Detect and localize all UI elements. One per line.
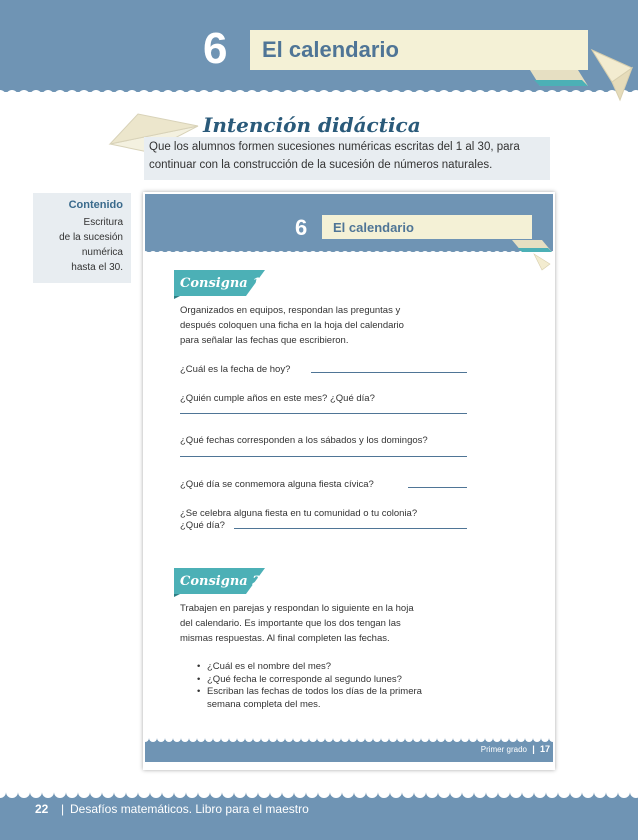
scallop-dot bbox=[429, 251, 437, 255]
question-date-today: ¿Cuál es la fecha de hoy? bbox=[180, 364, 291, 375]
scallop-dot bbox=[522, 90, 534, 96]
scallop-dot bbox=[245, 251, 253, 255]
answer-line[interactable] bbox=[180, 456, 467, 457]
scallop-dot bbox=[237, 251, 245, 255]
scallop-dot bbox=[78, 792, 90, 798]
instruction-line: después coloquen una ficha en la hoja del calendario bbox=[180, 320, 404, 331]
scallop-dot bbox=[221, 738, 229, 742]
scallop-dot bbox=[373, 738, 381, 742]
scallop-dot bbox=[366, 792, 378, 798]
scallop-dot bbox=[389, 738, 397, 742]
scallop-dot bbox=[282, 792, 294, 798]
paper-plane-icon bbox=[590, 48, 634, 103]
scallop-dot bbox=[570, 792, 582, 798]
scallop-dot bbox=[114, 90, 126, 96]
bullet-text: ¿Qué fecha le corresponde al segundo lunes? bbox=[207, 673, 402, 685]
scallop-dot bbox=[341, 738, 349, 742]
scallop-dot bbox=[54, 90, 66, 96]
scallop-dot bbox=[30, 90, 42, 96]
page-number: 22 bbox=[35, 802, 49, 816]
lesson-title: El calendario bbox=[262, 37, 399, 62]
scallop-dot bbox=[426, 90, 438, 96]
scallop-dot bbox=[205, 251, 213, 255]
contenido-line: de la sucesión bbox=[59, 232, 123, 243]
scallop-dot bbox=[197, 251, 205, 255]
bullet-text: semana completa del mes. bbox=[207, 698, 321, 710]
question-festival-day: ¿Qué día? bbox=[180, 520, 225, 531]
scallop-dot bbox=[253, 251, 261, 255]
scallop-dot bbox=[234, 792, 246, 798]
intencion-text: Que los alumnos formen sucesiones numéricas escritas del 1 al 30, para continuar con la construcción de la sucesión de números naturales. bbox=[149, 141, 520, 171]
scallop-dot bbox=[546, 792, 558, 798]
scallop-dot bbox=[173, 251, 181, 255]
scallop-dot bbox=[485, 251, 493, 255]
scallop-dot bbox=[510, 90, 522, 96]
scallop-dot bbox=[210, 792, 222, 798]
consigna-1-label: Consigna 1 bbox=[180, 276, 262, 291]
scallop-dot bbox=[285, 738, 293, 742]
scallop-dot bbox=[181, 738, 189, 742]
instruction-line: Trabajen en parejas y respondan lo siguiente en la hoja bbox=[180, 603, 414, 614]
scallop-dot bbox=[222, 792, 234, 798]
scallop-dot bbox=[229, 251, 237, 255]
scallop-dot bbox=[234, 90, 246, 96]
scallop-dot bbox=[477, 738, 485, 742]
scallop-dot bbox=[309, 251, 317, 255]
scallop-dot bbox=[66, 90, 78, 96]
contenido-line: Escritura bbox=[83, 217, 123, 228]
scallop-dot bbox=[582, 792, 594, 798]
instruction-line: para señalar las fechas que escribieron. bbox=[180, 335, 349, 346]
answer-line[interactable] bbox=[408, 487, 467, 488]
scallop-dot bbox=[541, 738, 549, 742]
scallop-dot bbox=[6, 90, 18, 96]
scallop-dot bbox=[213, 738, 221, 742]
scallop-dot bbox=[498, 792, 510, 798]
scallop-dot bbox=[222, 90, 234, 96]
scallop-dot bbox=[421, 738, 429, 742]
scallop-dot bbox=[229, 738, 237, 742]
scallop-dot bbox=[534, 792, 546, 798]
contenido-line: numérica bbox=[81, 247, 123, 258]
intencion-title: Intención didáctica bbox=[203, 113, 421, 137]
scallop-dot bbox=[397, 251, 405, 255]
scallop-dot bbox=[270, 792, 282, 798]
scallop-dot bbox=[493, 738, 501, 742]
grade-label: Primer grado bbox=[480, 745, 527, 754]
contenido-heading: Contenido bbox=[68, 199, 123, 211]
consigna-2-instructions bbox=[180, 601, 480, 646]
scallop-dot bbox=[450, 792, 462, 798]
scallop-dot bbox=[126, 792, 138, 798]
scallop-dot bbox=[301, 251, 309, 255]
instruction-line: Organizados en equipos, respondan las preguntas y bbox=[180, 305, 401, 316]
consigna-1-instructions bbox=[180, 303, 480, 348]
question-weekends: ¿Qué fechas corresponden a los sábados y los domingos? bbox=[180, 435, 428, 446]
scallop-dot bbox=[114, 792, 126, 798]
scallop-dot bbox=[162, 792, 174, 798]
scallop-dot bbox=[90, 90, 102, 96]
scallop-dot bbox=[474, 90, 486, 96]
scallop-dot bbox=[378, 90, 390, 96]
scallop-dot bbox=[365, 251, 373, 255]
answer-line[interactable] bbox=[311, 372, 467, 373]
scallop-dot bbox=[594, 792, 606, 798]
student-header-scallop-edge bbox=[145, 249, 553, 255]
instruction-line: del calendario. Es importante que los dos tengan las bbox=[180, 618, 401, 629]
scallop-dot bbox=[237, 738, 245, 742]
scallop-dot bbox=[246, 792, 258, 798]
scallop-dot bbox=[293, 738, 301, 742]
scallop-dot bbox=[517, 738, 525, 742]
scallop-dot bbox=[366, 90, 378, 96]
scallop-dot bbox=[570, 90, 582, 96]
answer-line[interactable] bbox=[234, 528, 467, 529]
ribbon-fold-decoration bbox=[530, 30, 590, 86]
scallop-dot bbox=[525, 738, 533, 742]
scallop-dot bbox=[126, 90, 138, 96]
scallop-dot bbox=[437, 251, 445, 255]
scallop-dot bbox=[333, 738, 341, 742]
scallop-dot bbox=[294, 792, 306, 798]
scallop-dot bbox=[349, 738, 357, 742]
bullet-icon: • bbox=[197, 673, 201, 685]
scallop-dot bbox=[258, 792, 270, 798]
student-page-number: 17 bbox=[539, 744, 550, 754]
scallop-dot bbox=[533, 738, 541, 742]
scallop-dot bbox=[90, 792, 102, 798]
scallop-dot bbox=[413, 251, 421, 255]
scallop-dot bbox=[414, 792, 426, 798]
scallop-dot bbox=[534, 90, 546, 96]
scallop-dot bbox=[349, 251, 357, 255]
scallop-dot bbox=[354, 90, 366, 96]
scallop-dot bbox=[493, 251, 501, 255]
scallop-dot bbox=[318, 792, 330, 798]
scallop-dot bbox=[486, 90, 498, 96]
scallop-dot bbox=[618, 792, 630, 798]
scallop-dot bbox=[189, 251, 197, 255]
scallop-dot bbox=[54, 792, 66, 798]
consigna-2-label: Consigna 2 bbox=[180, 574, 262, 589]
scallop-dot bbox=[365, 738, 373, 742]
scallop-dot bbox=[102, 90, 114, 96]
scallop-dot bbox=[378, 792, 390, 798]
scallop-dot bbox=[277, 738, 285, 742]
scallop-dot bbox=[261, 251, 269, 255]
book-title: Desafíos matemáticos. Libro para el maestro bbox=[70, 802, 309, 816]
scallop-dot bbox=[342, 90, 354, 96]
scallop-dot bbox=[357, 251, 365, 255]
scallop-dot bbox=[354, 792, 366, 798]
scallop-dot bbox=[429, 738, 437, 742]
scallop-dot bbox=[42, 90, 54, 96]
scallop-dot bbox=[485, 738, 493, 742]
scallop-dot bbox=[174, 792, 186, 798]
footer-separator: | bbox=[61, 802, 65, 816]
scallop-dot bbox=[269, 251, 277, 255]
scallop-dot bbox=[261, 738, 269, 742]
scallop-dot bbox=[317, 251, 325, 255]
header-scallop-edge bbox=[0, 88, 638, 96]
scallop-dot bbox=[461, 738, 469, 742]
scallop-dot bbox=[390, 90, 402, 96]
scallop-dot bbox=[510, 792, 522, 798]
scallop-dot bbox=[453, 738, 461, 742]
consigna-2-bullet-list bbox=[195, 661, 475, 711]
scallop-dot bbox=[330, 90, 342, 96]
scallop-dot bbox=[210, 90, 222, 96]
scallop-dot bbox=[78, 90, 90, 96]
bullet-text: ¿Cuál es el nombre del mes? bbox=[207, 661, 332, 672]
bullet-icon: • bbox=[197, 661, 201, 672]
scallop-dot bbox=[405, 251, 413, 255]
scallop-dot bbox=[42, 792, 54, 798]
footer-scallop-edge bbox=[0, 792, 638, 800]
scallop-dot bbox=[66, 792, 78, 798]
scallop-dot bbox=[462, 90, 474, 96]
scallop-dot bbox=[498, 90, 510, 96]
scallop-dot bbox=[390, 792, 402, 798]
scallop-dot bbox=[341, 251, 349, 255]
scallop-dot bbox=[437, 738, 445, 742]
contenido-description bbox=[33, 215, 123, 275]
scallop-dot bbox=[157, 738, 165, 742]
scallop-dot bbox=[138, 792, 150, 798]
answer-line[interactable] bbox=[180, 413, 467, 414]
scallop-dot bbox=[438, 90, 450, 96]
scallop-dot bbox=[402, 792, 414, 798]
student-page-footer bbox=[440, 743, 550, 756]
list-item bbox=[195, 699, 475, 712]
scallop-dot bbox=[293, 251, 301, 255]
contenido-line: hasta el 30. bbox=[71, 262, 123, 273]
scallop-dot bbox=[102, 792, 114, 798]
scallop-dot bbox=[285, 251, 293, 255]
scallop-dot bbox=[162, 90, 174, 96]
scallop-dot bbox=[486, 792, 498, 798]
scallop-dot bbox=[438, 792, 450, 798]
scallop-dot bbox=[149, 738, 157, 742]
scallop-dot bbox=[149, 251, 157, 255]
list-item bbox=[195, 686, 475, 699]
scallop-dot bbox=[150, 90, 162, 96]
list-item bbox=[195, 661, 475, 674]
scallop-dot bbox=[18, 90, 30, 96]
scallop-dot bbox=[445, 738, 453, 742]
scallop-dot bbox=[309, 738, 317, 742]
bullet-text: Escriban las fechas de todos los días de la primera bbox=[207, 686, 422, 697]
scallop-dot bbox=[558, 792, 570, 798]
lesson-number: 6 bbox=[203, 24, 228, 73]
scallop-dot bbox=[317, 738, 325, 742]
scallop-dot bbox=[450, 90, 462, 96]
scallop-dot bbox=[165, 738, 173, 742]
scallop-dot bbox=[397, 738, 405, 742]
scallop-dot bbox=[197, 738, 205, 742]
scallop-dot bbox=[630, 792, 638, 798]
scallop-dot bbox=[186, 90, 198, 96]
scallop-dot bbox=[381, 251, 389, 255]
instruction-line: mismas respuestas. Al final completen las fechas. bbox=[180, 633, 390, 644]
scallop-dot bbox=[413, 738, 421, 742]
footer-separator: | bbox=[532, 744, 535, 754]
scallop-dot bbox=[381, 738, 389, 742]
scallop-dot bbox=[221, 251, 229, 255]
scallop-dot bbox=[186, 792, 198, 798]
scallop-dot bbox=[213, 251, 221, 255]
scallop-dot bbox=[325, 251, 333, 255]
scallop-dot bbox=[333, 251, 341, 255]
scallop-dot bbox=[157, 251, 165, 255]
scallop-dot bbox=[18, 792, 30, 798]
scallop-dot bbox=[461, 251, 469, 255]
scallop-dot bbox=[301, 738, 309, 742]
scallop-dot bbox=[477, 251, 485, 255]
scallop-dot bbox=[282, 90, 294, 96]
scallop-dot bbox=[509, 738, 517, 742]
scallop-dot bbox=[318, 90, 330, 96]
scallop-dot bbox=[330, 792, 342, 798]
scallop-dot bbox=[405, 738, 413, 742]
scallop-dot bbox=[426, 792, 438, 798]
scallop-dot bbox=[174, 90, 186, 96]
scallop-dot bbox=[342, 792, 354, 798]
scallop-dot bbox=[373, 251, 381, 255]
scallop-dot bbox=[546, 90, 558, 96]
scallop-dot bbox=[198, 792, 210, 798]
question-civic-holiday: ¿Qué día se conmemora alguna fiesta cívica? bbox=[180, 479, 374, 490]
scallop-dot bbox=[453, 251, 461, 255]
scallop-dot bbox=[269, 738, 277, 742]
scallop-dot bbox=[165, 251, 173, 255]
bullet-icon: • bbox=[197, 686, 201, 697]
scallop-dot bbox=[30, 792, 42, 798]
scallop-dot bbox=[245, 738, 253, 742]
scallop-dot bbox=[306, 90, 318, 96]
scallop-dot bbox=[6, 792, 18, 798]
scallop-dot bbox=[414, 90, 426, 96]
list-item bbox=[195, 674, 475, 687]
scallop-dot bbox=[270, 90, 282, 96]
ribbon-fold-decoration bbox=[512, 216, 554, 272]
scallop-dot bbox=[469, 251, 477, 255]
scallop-dot bbox=[306, 792, 318, 798]
scallop-dot bbox=[501, 251, 509, 255]
scallop-dot bbox=[606, 792, 618, 798]
student-lesson-number: 6 bbox=[295, 215, 308, 240]
scallop-dot bbox=[258, 90, 270, 96]
scallop-dot bbox=[205, 738, 213, 742]
scallop-dot bbox=[357, 738, 365, 742]
scallop-dot bbox=[402, 90, 414, 96]
scallop-dot bbox=[181, 251, 189, 255]
scallop-dot bbox=[522, 792, 534, 798]
scallop-dot bbox=[253, 738, 261, 742]
scallop-dot bbox=[389, 251, 397, 255]
scallop-dot bbox=[198, 90, 210, 96]
scallop-dot bbox=[445, 251, 453, 255]
scallop-dot bbox=[421, 251, 429, 255]
student-lesson-title: El calendario bbox=[333, 220, 414, 235]
scallop-dot bbox=[474, 792, 486, 798]
scallop-dot bbox=[189, 738, 197, 742]
scallop-dot bbox=[325, 738, 333, 742]
scallop-dot bbox=[549, 738, 553, 742]
scallop-dot bbox=[173, 738, 181, 742]
scallop-dot bbox=[462, 792, 474, 798]
scallop-dot bbox=[138, 90, 150, 96]
scallop-dot bbox=[150, 792, 162, 798]
scallop-dot bbox=[469, 738, 477, 742]
scallop-dot bbox=[277, 251, 285, 255]
scallop-dot bbox=[246, 90, 258, 96]
scallop-dot bbox=[558, 90, 570, 96]
scallop-dot bbox=[294, 90, 306, 96]
question-local-festival: ¿Se celebra alguna fiesta en tu comunidad o tu colonia? bbox=[180, 508, 418, 519]
question-birthdays: ¿Quién cumple años en este mes? ¿Qué día? bbox=[180, 393, 375, 404]
scallop-dot bbox=[501, 738, 509, 742]
